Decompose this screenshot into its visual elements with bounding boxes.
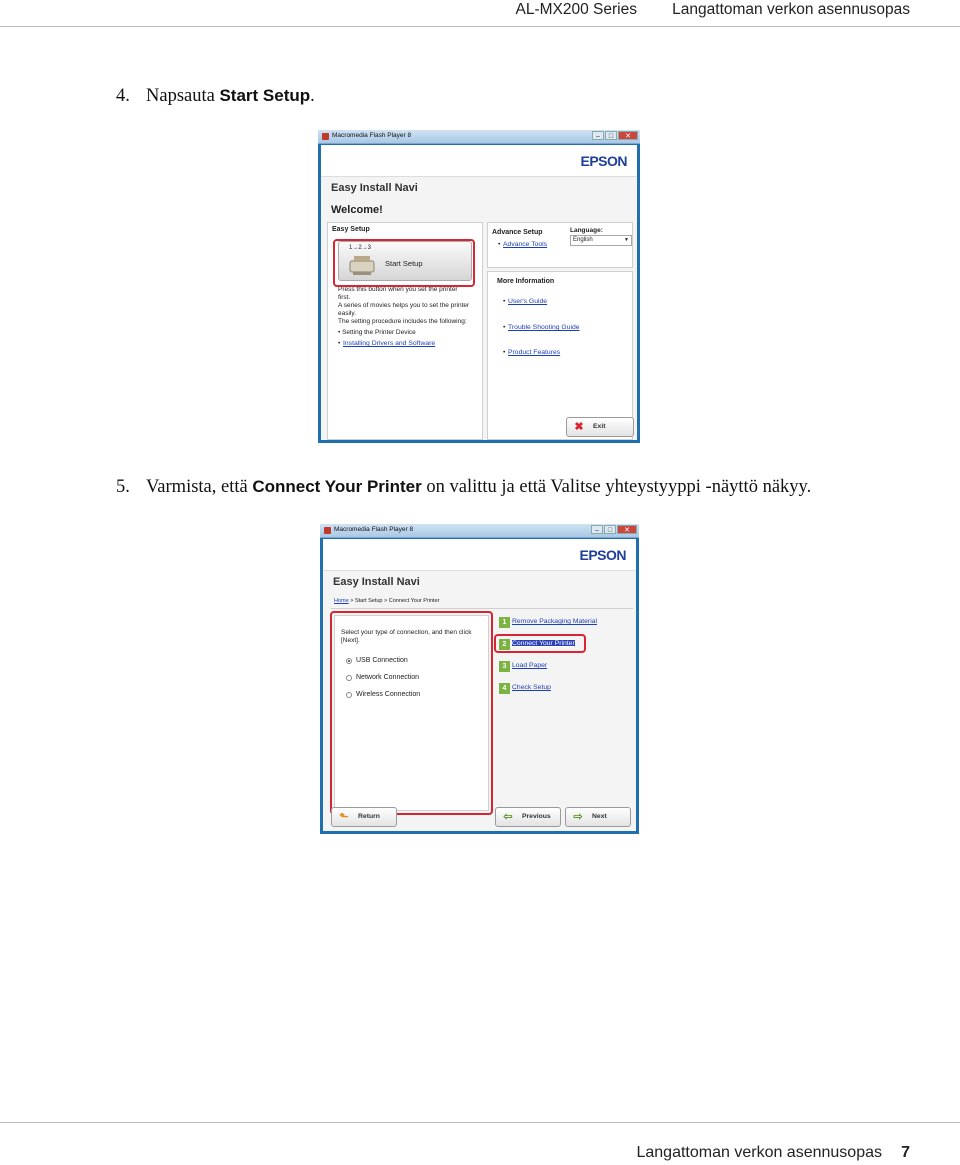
step-5 bbox=[116, 477, 811, 498]
breadcrumb-path: > Start Setup > Connect Your Printer bbox=[348, 598, 440, 604]
language-label: Language: bbox=[570, 227, 603, 234]
product-features-link[interactable]: Product Features bbox=[508, 349, 561, 356]
arrow-right-icon: ⇨ bbox=[573, 811, 583, 823]
epson-logo: EPSON bbox=[579, 547, 626, 563]
step-4 bbox=[116, 86, 315, 107]
next-label: Next bbox=[592, 813, 607, 820]
step-badge-4: 4 bbox=[499, 683, 510, 694]
installing-drivers-link[interactable]: Installing Drivers and Software bbox=[343, 340, 436, 347]
footer-guide-title: Langattoman verkon asennusopas bbox=[636, 1144, 882, 1161]
advance-setup-panel bbox=[487, 222, 633, 268]
language-value: English bbox=[573, 237, 593, 243]
language-select[interactable] bbox=[570, 235, 632, 246]
advance-setup-heading: Advance Setup bbox=[492, 229, 543, 236]
load-paper-link[interactable]: Load Paper bbox=[512, 662, 548, 669]
users-guide-link[interactable]: User's Guide bbox=[508, 298, 548, 305]
remove-packaging-link[interactable]: Remove Packaging Material bbox=[512, 618, 598, 625]
nav-title: Easy Install Navi bbox=[331, 182, 418, 194]
desc-line-2: first. bbox=[338, 294, 351, 301]
window-title: Macromedia Flash Player 8 bbox=[332, 132, 412, 139]
close-icon: ✖ bbox=[574, 421, 584, 433]
desc-line-3: A series of movies helps you to set the printer bbox=[338, 302, 470, 309]
step-badge-2: 2 bbox=[499, 639, 510, 650]
window-titlebar bbox=[320, 524, 639, 538]
nav-title: Easy Install Navi bbox=[333, 576, 420, 588]
advance-tools-link[interactable]: Advance Tools bbox=[503, 241, 548, 248]
trouble-shooting-link[interactable]: Trouble Shooting Guide bbox=[508, 324, 580, 331]
epson-logo: EPSON bbox=[580, 153, 627, 169]
close-icon[interactable]: ✕ bbox=[618, 131, 638, 140]
page-header bbox=[0, 0, 960, 27]
step-keyword: Connect Your Printer bbox=[252, 477, 422, 496]
step-badge-3: 3 bbox=[499, 661, 510, 672]
maximize-icon[interactable]: □ bbox=[604, 525, 616, 534]
minimize-icon[interactable]: – bbox=[592, 131, 604, 140]
window-controls bbox=[591, 525, 637, 534]
start-setup-label: Start Setup bbox=[385, 259, 423, 268]
minimize-icon[interactable]: – bbox=[591, 525, 603, 534]
bullet-icon: • bbox=[503, 298, 506, 305]
app-icon bbox=[322, 133, 329, 140]
step-keyword: Start Setup bbox=[219, 86, 311, 105]
connection-panel-highlight bbox=[330, 611, 493, 815]
breadcrumb-home-link[interactable]: Home bbox=[334, 598, 349, 604]
step-text-end: . bbox=[310, 86, 315, 106]
instruction-line-2: [Next]. bbox=[341, 637, 360, 644]
desc-line-6: • Setting the Printer Device bbox=[338, 329, 416, 336]
previous-button[interactable] bbox=[495, 807, 561, 827]
return-label: Return bbox=[358, 813, 380, 820]
banner bbox=[321, 145, 637, 177]
page-footer bbox=[0, 1122, 960, 1165]
arrow-left-icon: ⇦ bbox=[503, 811, 513, 823]
divider bbox=[331, 608, 633, 609]
window-title: Macromedia Flash Player 8 bbox=[334, 526, 414, 533]
return-button[interactable] bbox=[331, 807, 397, 827]
guide-title: Langattoman verkon asennusopas bbox=[672, 1, 910, 18]
usb-connection-label: USB Connection bbox=[356, 657, 408, 664]
desc-line-1: Press this button when you set the printer bbox=[338, 286, 458, 293]
more-information-panel bbox=[487, 271, 633, 440]
desc-line-4: easily. bbox=[338, 310, 356, 317]
series-name: AL-MX200 Series bbox=[515, 1, 637, 18]
page-number: 7 bbox=[901, 1144, 910, 1161]
step-number: 5. bbox=[116, 477, 130, 497]
banner bbox=[323, 539, 636, 571]
easy-setup-heading: Easy Setup bbox=[332, 226, 370, 233]
sequence-label: 1→2→3 bbox=[349, 245, 372, 251]
welcome-heading: Welcome! bbox=[331, 204, 383, 216]
bullet-icon: • bbox=[503, 349, 506, 356]
maximize-icon[interactable]: □ bbox=[605, 131, 617, 140]
connect-printer-link[interactable]: Connect Your Printer bbox=[512, 640, 575, 647]
bullet-icon: • bbox=[498, 241, 501, 248]
more-information-heading: More Information bbox=[497, 278, 555, 285]
screenshot-start-setup bbox=[318, 130, 640, 443]
return-icon: ⬑ bbox=[339, 811, 349, 823]
step-text: Varmista, että bbox=[146, 477, 253, 497]
window-controls bbox=[592, 131, 638, 140]
bullet-icon: • bbox=[503, 324, 506, 331]
step-text: Napsauta bbox=[146, 86, 220, 106]
window-client bbox=[321, 145, 637, 440]
connect-printer-highlight bbox=[494, 634, 586, 653]
check-setup-link[interactable]: Check Setup bbox=[512, 684, 551, 691]
wireless-connection-label: Wireless Connection bbox=[356, 691, 421, 698]
step-text-end: on valittu ja että Valitse yhteystyyppi -näyttö näkyy. bbox=[421, 477, 812, 497]
network-connection-label: Network Connection bbox=[356, 674, 420, 681]
start-setup-highlight bbox=[333, 239, 475, 287]
close-icon[interactable]: ✕ bbox=[617, 525, 637, 534]
screenshot-connect-printer bbox=[320, 524, 639, 834]
step-number: 4. bbox=[116, 86, 130, 106]
previous-label: Previous bbox=[522, 813, 551, 820]
breadcrumb bbox=[334, 598, 439, 604]
exit-button[interactable] bbox=[566, 417, 634, 437]
bullet-icon: • bbox=[338, 340, 341, 347]
exit-label: Exit bbox=[593, 423, 606, 430]
window-client bbox=[323, 539, 636, 831]
window-titlebar bbox=[318, 130, 640, 144]
next-button[interactable] bbox=[565, 807, 631, 827]
desc-line-5: The setting procedure includes the following: bbox=[338, 318, 467, 325]
instruction-line-1: Select your type of connection, and then click bbox=[341, 629, 472, 636]
chevron-down-icon: ▼ bbox=[624, 237, 629, 243]
step-badge-1: 1 bbox=[499, 617, 510, 628]
app-icon bbox=[324, 527, 331, 534]
